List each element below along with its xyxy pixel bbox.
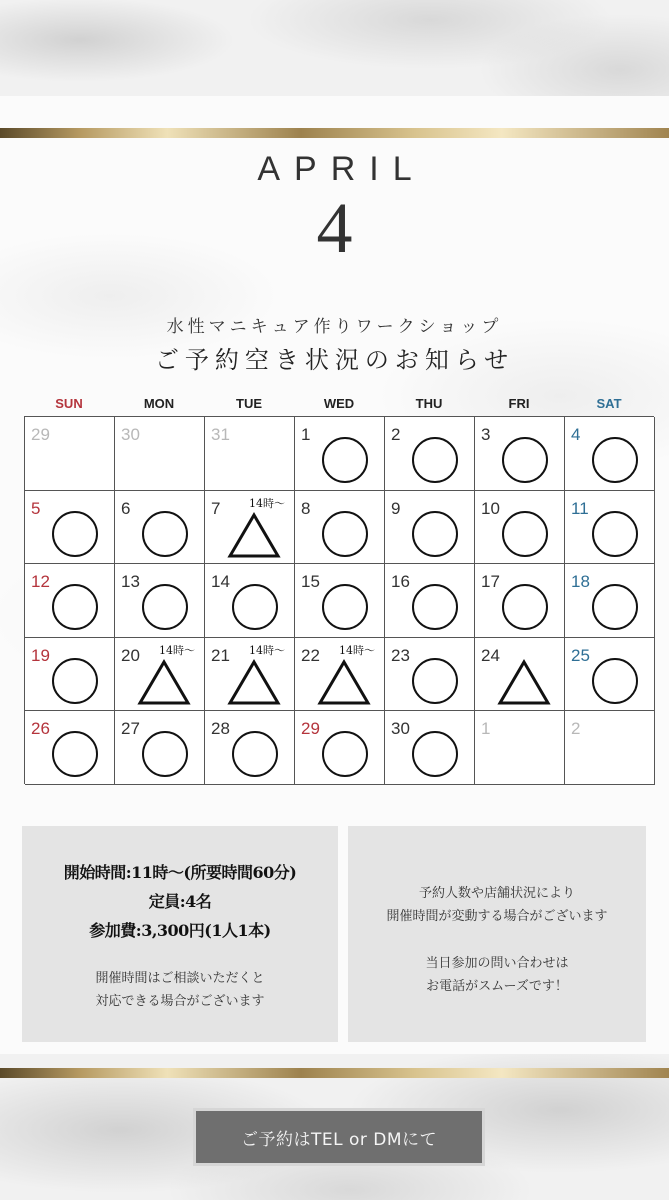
workshop-subtitle: 水性マニキュア作りワークショップ [166,317,503,337]
day-number: 29 [31,425,50,444]
day-number: 3 [481,425,491,444]
day-number: 24 [481,645,500,665]
calendar-day-cell [115,711,205,785]
calendar-day-cell [115,491,205,565]
calendar-day-cell [385,491,475,565]
weekday-sat: SAT [596,396,622,411]
day-number: 25 [571,645,590,665]
day-number: 17 [481,572,500,592]
day-number: 29 [301,719,320,739]
calendar-day-cell [205,491,295,565]
calendar-day-cell [565,564,655,638]
start-time-text: 開始時間:11時〜(所要時間60分) [63,863,297,882]
calendar-day-cell [475,417,565,491]
calendar-day-cell [565,491,655,565]
calendar-day-cell [205,564,295,638]
day-number: 1 [481,719,491,739]
calendar-day-cell [115,417,205,491]
calendar-day-cell [205,711,295,785]
calendar-day-cell [385,711,475,785]
weekday-thu: THU [415,396,443,411]
day-number: 10 [481,498,500,518]
calendar-day-cell [385,564,475,638]
day-number: 13 [121,572,140,592]
fee-text: 参加費:3,300円(1人1本) [89,921,271,940]
day-number: 30 [391,719,410,739]
day-number: 18 [571,572,590,592]
available-circle-icon [412,437,458,483]
start-time-note: 14時〜 [159,643,195,657]
day-number: 2 [391,425,401,444]
available-circle-icon [52,584,98,630]
available-circle-icon [322,584,368,630]
start-time-note: 14時〜 [249,643,285,657]
calendar-day-cell [565,417,655,491]
available-circle-icon [322,511,368,557]
day-number: 15 [301,572,320,592]
gold-divider-bottom [0,1068,669,1078]
day-number: 30 [121,425,140,444]
weekday-wed: WED [323,396,355,411]
reservation-button[interactable]: ご予約はTEL or DMにて [193,1108,485,1166]
available-circle-icon [52,658,98,704]
available-circle-icon [592,658,638,704]
calendar-day-cell [475,711,565,785]
day-number: 2 [571,719,581,739]
available-circle-icon [412,584,458,630]
available-circle-icon [412,731,458,777]
calendar-day-cell [475,564,565,638]
available-circle-icon [592,511,638,557]
day-number: 31 [211,425,230,444]
day-number: 28 [211,719,230,739]
weekday-fri: FRI [508,396,530,411]
calendar-day-cell [25,564,115,638]
available-circle-icon [232,584,278,630]
day-number: 9 [391,498,401,518]
calendar-day-cell [115,564,205,638]
consult-note-line1: 開催時間はご相談いただくと [95,971,265,986]
calendar-day-cell [295,564,385,638]
weekday-mon: MON [143,396,175,411]
day-number: 20 [121,645,140,665]
calendar-day-cell [295,638,385,712]
day-number: 5 [31,498,41,518]
available-circle-icon [412,658,458,704]
notice-box [348,826,646,1042]
weekday-sun: SUN [55,396,83,411]
capacity-text: 定員:4名 [148,892,212,911]
calendar-day-cell [295,491,385,565]
day-number: 16 [391,572,410,592]
day-number: 7 [211,498,221,518]
day-number: 1 [301,425,311,444]
availability-title: ご予約空き状況のお知らせ [154,346,515,374]
availability-calendar [24,416,654,784]
calendar-day-cell [475,638,565,712]
day-number: 12 [31,572,50,592]
calendar-day-cell [25,417,115,491]
available-circle-icon [592,584,638,630]
consult-note-line2: 対応できる場合がございます [95,994,265,1009]
weekday-tue: TUE [236,396,262,411]
calendar-day-cell [565,638,655,712]
day-number: 23 [391,645,410,665]
calendar-day-cell [385,417,475,491]
calendar-day-cell [295,711,385,785]
month-number: 4 [316,188,353,268]
calendar-day-cell [385,638,475,712]
available-circle-icon [322,437,368,483]
calendar-day-cell [205,417,295,491]
notice-line4: お電話がスムーズです！ [426,979,568,994]
day-number: 6 [121,498,131,518]
available-circle-icon [232,731,278,777]
calendar-day-cell [565,711,655,785]
available-circle-icon [502,584,548,630]
calendar-day-cell [25,638,115,712]
day-number: 19 [31,645,50,665]
notice-line1: 予約人数や店舗状況により [418,886,575,901]
day-number: 27 [121,719,140,739]
available-circle-icon [502,511,548,557]
available-circle-icon [52,731,98,777]
available-circle-icon [142,584,188,630]
day-number: 26 [31,719,50,739]
calendar-day-cell [25,491,115,565]
day-number: 21 [211,645,230,665]
calendar-day-cell [25,711,115,785]
notice-line2: 開催時間が変動する場合がございます [386,909,608,924]
limited-triangle-icon [317,658,371,706]
available-circle-icon [142,731,188,777]
available-circle-icon [142,511,188,557]
available-circle-icon [412,511,458,557]
day-number: 8 [301,498,311,518]
day-number: 4 [571,425,581,444]
limited-triangle-icon [227,511,281,559]
start-time-note: 14時〜 [339,643,375,657]
calendar-day-cell [115,638,205,712]
calendar-day-cell [295,417,385,491]
month-name: APRIL [257,150,426,188]
start-time-note: 14時〜 [249,496,285,510]
limited-triangle-icon [137,658,191,706]
available-circle-icon [322,731,368,777]
workshop-details-box [22,826,338,1042]
limited-triangle-icon [497,658,551,706]
calendar-day-cell [475,491,565,565]
day-number: 14 [211,572,230,592]
gold-divider-top [0,128,669,138]
weekday-header [24,396,654,414]
calendar-day-cell [205,638,295,712]
day-number: 11 [571,498,589,518]
available-circle-icon [592,437,638,483]
available-circle-icon [52,511,98,557]
available-circle-icon [502,437,548,483]
notice-line3: 当日参加の問い合わせは [425,956,569,971]
day-number: 22 [301,645,320,665]
limited-triangle-icon [227,658,281,706]
